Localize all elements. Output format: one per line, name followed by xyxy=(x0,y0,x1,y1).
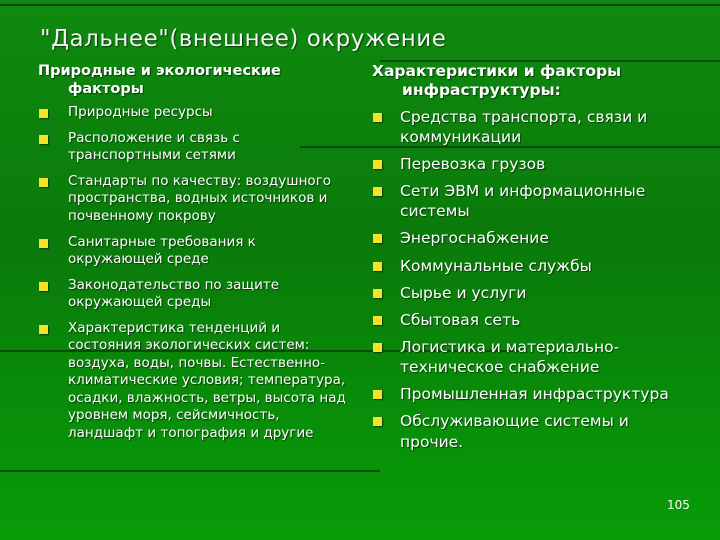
square-bullet-icon xyxy=(39,178,48,187)
list-item: Обслуживающие системы и прочие. xyxy=(372,411,672,451)
list-item: Стандарты по качеству: воздушного пространства, водных источников и почвенному покрову xyxy=(38,173,348,226)
list-item: Средства транспорта, связи и коммуникации xyxy=(372,107,672,147)
list-item: Промышленная инфраструктура xyxy=(372,384,672,404)
natural-factors-heading: Природные и экологические факторы xyxy=(38,63,281,98)
square-bullet-icon xyxy=(373,289,382,298)
square-bullet-icon xyxy=(373,113,382,122)
list-item: Расположение и связь с транспортными сетями xyxy=(38,130,348,165)
list-item: Энергоснабжение xyxy=(372,228,672,248)
list-item: Сбытовая сеть xyxy=(372,310,672,330)
square-bullet-icon xyxy=(373,343,382,352)
list-item: Сырье и услуги xyxy=(372,283,672,303)
natural-factors-column xyxy=(38,62,348,451)
list-item: Природные ресурсы xyxy=(38,104,348,122)
square-bullet-icon xyxy=(373,390,382,399)
square-bullet-icon xyxy=(373,417,382,426)
square-bullet-icon xyxy=(373,316,382,325)
slide-title: "Дальнее"(внешнее) окружение xyxy=(40,26,447,52)
square-bullet-icon xyxy=(373,160,382,169)
list-item: Сети ЭВМ и информационные системы xyxy=(372,181,672,221)
list-item: Перевозка грузов xyxy=(372,154,672,174)
square-bullet-icon xyxy=(373,187,382,196)
list-item: Санитарные требования к окружающей среде xyxy=(38,234,348,269)
natural-factors-list xyxy=(38,104,348,442)
list-item: Характеристика тенденций и состояния экологических систем: воздуха, воды, почвы. Естественно-климатические условия; температура, осадки, влажность, ветры, высота над уровнем моря, сейсмичность, ландшафт и топография и другие xyxy=(38,320,348,443)
square-bullet-icon xyxy=(39,135,48,144)
list-item: Законодательство по защите окружающей среды xyxy=(38,277,348,312)
decor-line-bottom xyxy=(0,470,380,472)
square-bullet-icon xyxy=(39,282,48,291)
list-item: Коммунальные службы xyxy=(372,256,672,276)
square-bullet-icon xyxy=(373,234,382,243)
decor-line-top xyxy=(0,4,720,6)
infrastructure-list xyxy=(372,107,672,452)
square-bullet-icon xyxy=(373,262,382,271)
square-bullet-icon xyxy=(39,109,48,118)
square-bullet-icon xyxy=(39,325,48,334)
infrastructure-column xyxy=(372,62,672,459)
list-item: Логистика и материально-техническое снабжение xyxy=(372,337,672,377)
square-bullet-icon xyxy=(39,239,48,248)
infrastructure-heading: Характеристики и факторы инфраструктуры: xyxy=(372,62,622,100)
page-number: 105 xyxy=(667,498,690,512)
